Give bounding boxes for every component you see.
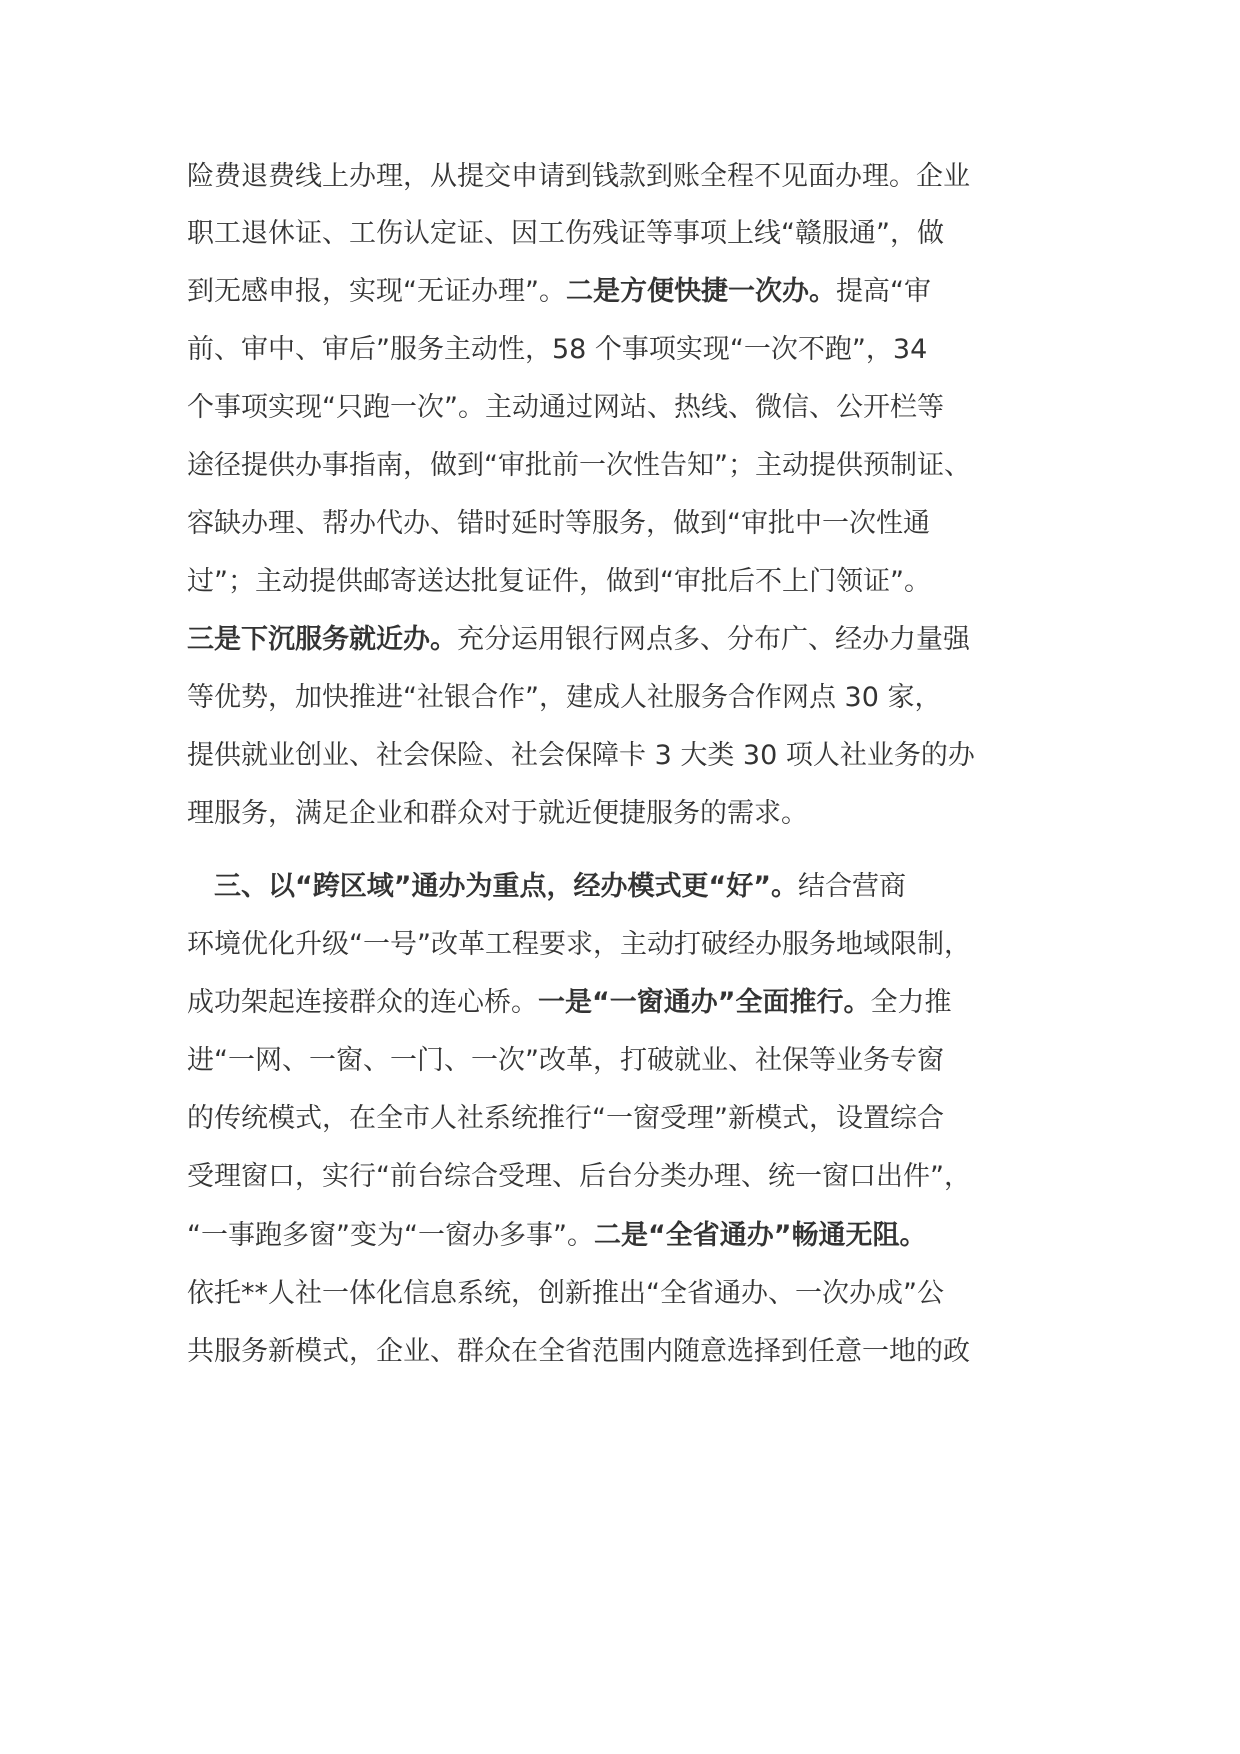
body-text: 提供就业创业、社会保险、社会保障卡 3 大类 30 项人社业务的办 xyxy=(187,740,975,771)
body-text: 结合营商 xyxy=(797,871,906,902)
body-text: 成功架起连接群众的连心桥。 xyxy=(187,987,538,1018)
text-line xyxy=(187,1274,1087,1314)
body-text: 理服务，满足企业和群众对于就近便捷服务的需求。 xyxy=(187,798,808,829)
body-text: 险费退费线上办理，从提交申请到钱款到账全程不见面办理。企业 xyxy=(187,161,970,192)
bold-heading-text: 二是“全省通办”畅通无阻。 xyxy=(593,1220,927,1251)
text-line xyxy=(187,1157,1087,1197)
text-line xyxy=(187,1332,1087,1372)
text-line xyxy=(187,736,1087,776)
body-text: 职工退休证、工伤认定证、因工伤残证等事项上线“赣服通”，做 xyxy=(187,218,944,249)
text-line xyxy=(187,1041,1087,1081)
text-line xyxy=(187,678,1087,718)
body-text: 的传统模式，在全市人社系统推行“一窗受理”新模式，设置综合 xyxy=(187,1103,944,1134)
body-text: 容缺办理、帮办代办、错时延时等服务，做到“审批中一次性通 xyxy=(187,508,930,539)
text-line xyxy=(187,1099,1087,1139)
body-text: 过”；主动提供邮寄送达批复证件，做到“审批后不上门领证”。 xyxy=(187,566,931,597)
text-line xyxy=(187,446,1087,486)
text-line xyxy=(187,504,1087,544)
body-text: 前、审中、审后”服务主动性，58 个事项实现“一次不跑”，34 xyxy=(187,334,928,365)
body-text: 共服务新模式，企业、群众在全省范围内随意选择到任意一地的政 xyxy=(187,1336,970,1367)
text-line xyxy=(187,388,1087,428)
body-text: 充分运用银行网点多、分布广、经办力量强 xyxy=(457,624,970,655)
body-text: 全力推 xyxy=(870,987,952,1018)
body-text: 到无感申报，实现“无证办理”。 xyxy=(187,276,566,307)
body-text: “一事跑多窗”变为“一窗办多事”。 xyxy=(187,1220,594,1251)
body-text: 提高“审 xyxy=(835,276,931,307)
text-line xyxy=(187,983,1087,1023)
text-line xyxy=(187,157,1087,197)
text-line xyxy=(187,794,1087,834)
text-line xyxy=(187,272,1087,312)
text-line xyxy=(187,562,1087,602)
text-line xyxy=(187,1216,1087,1256)
text-line xyxy=(187,330,1087,370)
text-line xyxy=(187,214,1087,254)
body-text: 进“一网、一窗、一门、一次”改革，打破就业、社保等业务专窗 xyxy=(187,1045,944,1076)
bold-heading-text: 三、以“跨区域”通办为重点，经办模式更“好”。 xyxy=(187,871,798,902)
bold-heading-text: 三是下沉服务就近办。 xyxy=(187,624,457,655)
bold-heading-text: 一是“一窗通办”全面推行。 xyxy=(538,987,871,1018)
body-text: 途径提供办事指南，做到“审批前一次性告知”；主动提供预制证、 xyxy=(187,450,971,481)
text-line xyxy=(187,620,1087,660)
body-text: 受理窗口，实行“前台综合受理、后台分类办理、统一窗口出件”， xyxy=(187,1161,971,1192)
bold-heading-text: 二是方便快捷一次办。 xyxy=(565,276,836,307)
body-text: 环境优化升级“一号”改革工程要求，主动打破经办服务地域限制， xyxy=(187,929,971,960)
text-line xyxy=(187,867,1087,907)
body-text: 个事项实现“只跑一次”。主动通过网站、热线、微信、公开栏等 xyxy=(187,392,944,423)
body-text: 等优势，加快推进“社银合作”，建成人社服务合作网点 30 家， xyxy=(187,682,942,713)
text-line xyxy=(187,925,1087,965)
body-text: 依托**人社一体化信息系统，创新推出“全省通办、一次办成”公 xyxy=(187,1278,944,1309)
